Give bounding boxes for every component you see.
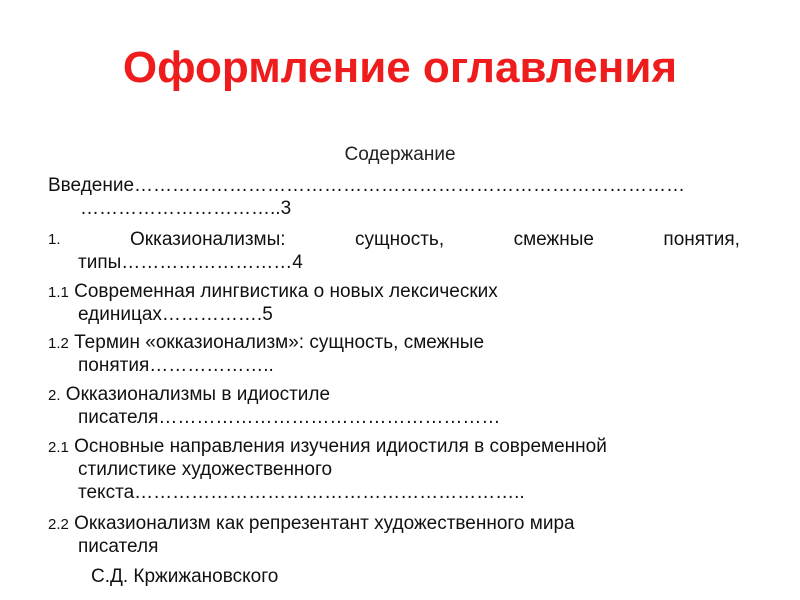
toc-item-2-2-text: Окказионализм как репрезентант художественного мира (74, 513, 575, 534)
slide-title: Оформление оглавления (122, 43, 678, 92)
toc-intro-dots-2: ………………………….. (80, 198, 281, 219)
toc-item-2-1-text: Основные направления изучения идиостиля в современной (74, 436, 607, 457)
toc-intro-page: 3 (280, 198, 292, 219)
toc-item-2-text-2: писателя……………………………………………… (78, 407, 501, 428)
toc-item-1-word: Окказионализмы: (130, 229, 286, 250)
toc-intro-line2 (80, 197, 790, 220)
toc-item-1-1-number: 1.1 (48, 284, 69, 301)
toc-item-2-1-text-2: стилистике художественного (78, 459, 333, 480)
toc-item-2-number: 2. (48, 387, 61, 404)
toc-item-1-2-line2 (78, 354, 788, 377)
toc-item-1-1-page: 5 (262, 304, 273, 325)
toc-intro-label: Введение (48, 175, 135, 196)
toc-item-1-2-line1 (48, 331, 758, 355)
toc-item-2-line1 (48, 383, 758, 407)
toc-item-1-number: 1. (48, 231, 61, 248)
toc-item-2-text: Окказионализмы в идиостиле (65, 384, 331, 405)
toc-item-2-1-line2 (78, 458, 788, 481)
toc-item-2-2-text-2: писателя (78, 536, 159, 557)
toc-item-1-2-text-2: понятия……………….. (78, 355, 274, 376)
toc-item-1-line2 (78, 251, 788, 274)
toc-item-1-1-line2 (78, 303, 788, 326)
toc-item-2-2-line1 (48, 512, 758, 536)
toc-item-1-word: сущность, (355, 229, 445, 250)
toc-item-1-2-text: Термин «окказионализм»: сущность, смежные (74, 332, 485, 353)
toc-item-2-2-number: 2.2 (48, 516, 69, 533)
toc-item-2-1-number: 2.1 (48, 439, 69, 456)
toc-item-2-2-text-3: С.Д. Кржижановского (91, 566, 279, 587)
toc-item-1-word: понятия, (663, 229, 740, 250)
toc-intro-line1 (48, 174, 758, 197)
toc-item-2-2-line2 (78, 535, 788, 558)
toc-item-1-line1 (48, 228, 740, 251)
toc-item-1-word: смежные (513, 229, 594, 250)
toc-intro-dots: …………………………………………………………………………… (134, 175, 686, 196)
toc-item-2-1-line1 (48, 435, 758, 459)
toc-item-1-text: типы……………………… (78, 252, 293, 273)
toc-item-1-1-text-2: единицах……………. (78, 304, 263, 325)
toc-item-2-1-line3 (78, 481, 788, 504)
toc-item-1-1-line1 (48, 280, 758, 304)
toc-item-1-page: 4 (292, 252, 303, 273)
toc-item-2-1-text-3: текста…………………………………………………….. (78, 482, 525, 503)
toc-item-1-2-number: 1.2 (48, 335, 69, 352)
toc-item-2-2-line3 (91, 565, 800, 588)
toc-item-1-1-text: Современная лингвистика о новых лексических (74, 281, 498, 302)
toc-heading: Содержание (344, 144, 456, 165)
toc-item-2-line2 (78, 406, 788, 429)
